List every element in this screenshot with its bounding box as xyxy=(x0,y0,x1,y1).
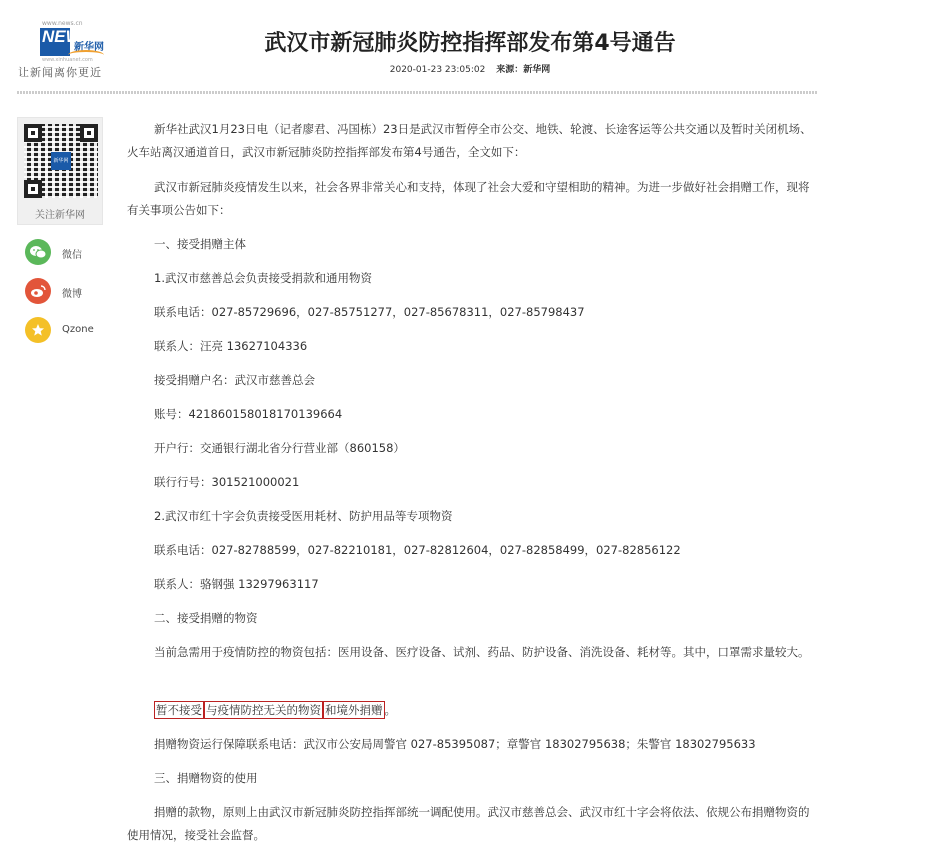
subsection-charity: 1.武汉市慈善总会负责接受捐款和通用物资 xyxy=(154,271,372,285)
charity-phones: 联系电话：027-85729696，027-85751277，027-85678311，027-85798437 xyxy=(154,305,585,319)
qzone-icon xyxy=(25,317,51,343)
paragraph-preface: 武汉市新冠肺炎疫情发生以来，社会各界非常关心和支持，体现了社会大爱和守望相助的精神。为进一步做好社会捐赠工作，现将有关事项公告如下： xyxy=(127,180,810,217)
source-name[interactable]: 新华网 xyxy=(523,65,551,75)
article-meta xyxy=(170,62,770,75)
transport-contacts: 捐赠物资运行保障联系电话：武汉市公安局周警官 027-85395087；章警官 18302795638；朱警官 18302795633 xyxy=(154,737,756,751)
publish-datetime: 2020-01-23 23:05:02 xyxy=(389,65,486,75)
logo-slogan: 让新闻离你更近 xyxy=(18,66,102,79)
qr-label: 关注新华网 xyxy=(35,210,85,221)
needs-paragraph: 当前急需用于疫情防控的物资包括：医用设备、医疗设备、试剂、药品、防护设备、消洗设备、耗材等。其中，口罩需求量较大。 xyxy=(154,645,810,659)
charity-contact: 联系人：汪亮 13627104336 xyxy=(154,339,308,353)
subsection-red-cross: 2.武汉市红十字会负责接受医用耗材、防护用品等专项物资 xyxy=(154,509,453,523)
wechat-icon xyxy=(25,239,51,265)
share-weibo-button[interactable] xyxy=(25,278,115,304)
source-info xyxy=(496,65,550,75)
share-qzone-button[interactable] xyxy=(25,317,115,343)
refuse-paragraph xyxy=(127,699,817,722)
logo-cn-name: 新华网 xyxy=(74,42,104,53)
qr-code xyxy=(24,124,98,198)
xinhua-logo[interactable] xyxy=(18,16,114,78)
logo-url-top: www.news.cn xyxy=(42,20,83,27)
bank-name: 开户行：交通银行湖北省分行营业部（860158） xyxy=(154,441,405,455)
weibo-icon xyxy=(25,278,51,304)
section-heading-3: 三、捐赠物资的使用 xyxy=(154,771,258,785)
share-wechat-button[interactable] xyxy=(25,239,115,265)
qr-center-logo: 新华网 xyxy=(51,152,71,170)
red-cross-phones: 联系电话：027-82788599，027-82210181，027-82812604，027-82858499，027-82856122 xyxy=(154,543,681,557)
section-heading-2: 二、接受捐赠的物资 xyxy=(154,611,258,625)
share-wechat-label: 微信 xyxy=(62,250,82,261)
page-title: 武汉市新冠肺炎防控指挥部发布第4号通告 xyxy=(264,31,676,56)
usage-paragraph: 捐赠的款物，原则上由武汉市新冠肺炎防控指挥部统一调配使用。武汉市慈善总会、武汉市红十字会将依法、依规公布捐赠物资的使用情况，接受社会监督。 xyxy=(127,805,810,842)
bank-number: 联行行号：301521000021 xyxy=(154,475,300,489)
highlight-box-2: 与疫情防控无关的物资 xyxy=(206,703,321,717)
highlight-box-3: 和境外捐赠 xyxy=(325,703,383,717)
refuse-end: 。 xyxy=(384,703,396,717)
account-name: 接受捐赠户名：武汉市慈善总会 xyxy=(154,373,315,387)
header-divider xyxy=(17,91,817,94)
source-label: 来源： xyxy=(496,65,524,75)
section-heading-1: 一、接受捐赠主体 xyxy=(154,237,246,251)
highlight-box-1: 暂不接受 xyxy=(156,703,202,717)
share-qzone-label: Qzone xyxy=(62,324,94,335)
share-weibo-label: 微博 xyxy=(62,289,82,300)
paragraph-intro: 新华社武汉1月23日电（记者廖君、冯国栋）23日是武汉市暂停全市公交、地铁、轮渡、长途客运等公共交通以及暂时关闭机场、火车站离汉通道首日，武汉市新冠肺炎防控指挥部发布第4号通告，全文如下： xyxy=(127,122,812,159)
qr-code-box xyxy=(17,117,103,225)
account-number: 账号：421860158018170139664 xyxy=(154,407,343,421)
logo-url-bottom: www.xinhuanet.com xyxy=(42,57,93,63)
red-cross-contact: 联系人：骆钢强 13297963117 xyxy=(154,577,319,591)
news-mark: NEWS xyxy=(40,28,70,56)
